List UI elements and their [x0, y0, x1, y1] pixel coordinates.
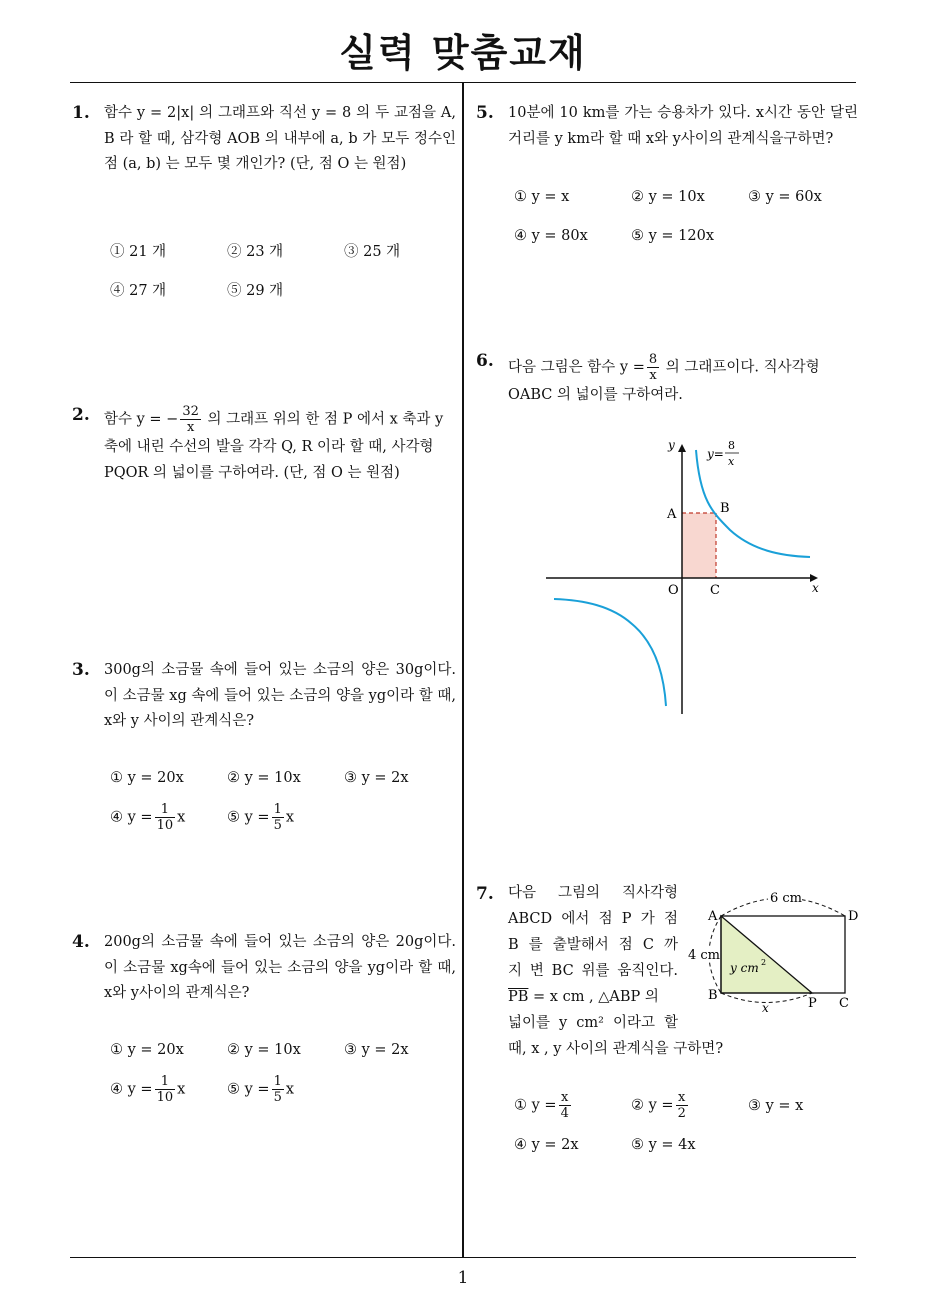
page-number: 1	[457, 1268, 469, 1288]
choice-4[interactable]: ④ y = 80x	[514, 228, 588, 244]
choice-2[interactable]: ② y = 10x	[631, 189, 705, 205]
choice-5[interactable]: ⑤ 29 개	[227, 283, 284, 299]
choice-4[interactable]: ④ y = 2x	[514, 1137, 579, 1153]
fraction	[676, 1090, 688, 1121]
fraction-numerator: x	[559, 1090, 571, 1106]
choice-2[interactable]: ② 23 개	[227, 244, 284, 260]
triangle-ABP	[721, 916, 812, 993]
variable: x	[285, 809, 295, 826]
top-length-label: 6 cm	[770, 891, 803, 906]
point-A-label: A	[708, 909, 718, 924]
fraction-numerator: 32	[182, 404, 199, 419]
choice-2[interactable]: ② y = 10x	[227, 1042, 301, 1058]
bottom-variable-label: x	[762, 1001, 769, 1015]
choice-prefix: ④ y =	[110, 1081, 153, 1098]
choice-prefix: ④ y =	[110, 809, 153, 826]
choice-prefix: ⑤ y =	[227, 1081, 270, 1098]
question-number: 4.	[72, 932, 90, 952]
question-text-line-4: 지 변 BC 위를 움직인다.	[508, 963, 678, 979]
page-title: 실력 맞춤교재	[339, 31, 587, 75]
question-text-line-5-rest: = x cm , △ABP 의	[533, 989, 659, 1005]
fraction-denominator: 10	[156, 818, 174, 833]
choice-3[interactable]: ③ y = 2x	[344, 770, 409, 786]
variable: x	[177, 809, 186, 826]
fraction-numerator: 1	[155, 802, 176, 818]
question-text-line-6: 넓이를 y cm² 이라고 할	[508, 1015, 678, 1031]
function-label: y=	[707, 447, 724, 461]
choice-1[interactable]	[514, 1090, 573, 1121]
point-C-label: C	[839, 996, 849, 1011]
fraction-denominator: 2	[677, 1106, 686, 1121]
choice-prefix: ② y =	[631, 1097, 674, 1114]
choice-3[interactable]: ③ y = 2x	[344, 1042, 409, 1058]
side-length-label: 4 cm	[688, 948, 721, 963]
fraction	[559, 1090, 571, 1121]
fraction-denominator: 5	[273, 818, 282, 833]
fraction-numerator: 8	[648, 352, 658, 367]
point-D-label: D	[848, 909, 859, 924]
choice-3[interactable]: ③ y = 60x	[748, 189, 822, 205]
fraction-denominator: x	[649, 368, 657, 383]
question-text: 10분에 10 km를 가는 승용차가 있다. x시간 동안 달린 거리를 y km라 할 때 x와 y사이의 관계식을구하면?	[508, 105, 858, 147]
function-label-denominator: x	[728, 455, 735, 468]
choice-1[interactable]: ① y = 20x	[110, 1042, 184, 1058]
question-text-line-1: 다음 그림의 직사각형	[508, 885, 678, 901]
question-number: 2.	[72, 405, 90, 425]
question-text: 200g의 소금물 속에 들어 있는 소금의 양은 20g이다. 이 소금물 xg속에 들어 있는 소금의 양을 yg이라 할 때, x와 y사이의 관계식은?	[104, 934, 456, 1001]
choice-3[interactable]: ③ y = x	[748, 1098, 804, 1114]
question-text-line-3: B 를 출발해서 점 C 까	[508, 937, 678, 953]
choice-1[interactable]: ① y = 20x	[110, 770, 184, 786]
fraction-numerator: 1	[155, 1074, 176, 1090]
origin-label: O	[668, 583, 679, 598]
question-number: 6.	[476, 351, 494, 371]
fraction-denominator: x	[186, 420, 195, 435]
choice-prefix: ⑤ y =	[227, 809, 270, 826]
question-text-lead: 다음 그림은 함수	[508, 359, 616, 376]
question-text-line-7: 때, x , y 사이의 관계식을 구하면?	[508, 1041, 724, 1057]
fraction-numerator: 1	[273, 802, 282, 817]
point-C-label: C	[710, 583, 720, 598]
variable: x	[285, 1081, 295, 1098]
choice-4[interactable]: ④ 27 개	[110, 283, 167, 299]
point-B-label: B	[708, 988, 718, 1003]
choice-1[interactable]: ① y = x	[514, 189, 570, 205]
y-axis-label: y	[668, 438, 675, 452]
question-number: 5.	[476, 103, 494, 123]
choice-2[interactable]	[631, 1090, 690, 1121]
variable: x	[177, 1081, 186, 1098]
choice-5[interactable]: ⑤ y = 120x	[631, 228, 715, 244]
fraction-numerator: 1	[273, 1074, 282, 1089]
question-text: 300g의 소금물 속에 들어 있는 소금의 양은 30g이다. 이 소금물 xg 속에 들어 있는 소금의 양을 yg이라 할 때, x와 y 사이의 관계식은?	[104, 662, 456, 729]
question-text-line-2: ABCD 에서 점 P 가 점	[508, 911, 678, 927]
fraction-denominator: 4	[560, 1106, 569, 1121]
area-label: y cm	[730, 961, 759, 975]
question-number: 3.	[72, 660, 90, 680]
equation-lhs: y =	[619, 359, 645, 376]
question-text-lead: 함수	[104, 411, 133, 428]
function-label-numerator: 8	[728, 439, 735, 452]
segment-PB: $\overline{PB}$	[508, 989, 529, 1005]
question-number: 1.	[72, 103, 90, 123]
area-label-exponent: 2	[761, 958, 767, 967]
choice-3[interactable]: ③ 25 개	[344, 244, 401, 260]
question-text-rest: 의 그래프 위의 한 점 P 에서 x 축과 y 축에 내린 수선의 발을 각각 Q, R 이라 할 때, 사각형 PQOR 의 넓이를 구하여라. (단, 점 O 는 원점)	[104, 411, 444, 481]
choice-2[interactable]: ② y = 10x	[227, 770, 301, 786]
choice-prefix: ① y =	[514, 1097, 557, 1114]
question-text-rest: 의 그래프이다. 직사각형 OABC 의 넓이를 구하여라.	[508, 359, 820, 403]
question-text: 함수 y = 2|x| 의 그래프와 직선 y = 8 의 두 교점을 A, B 라 할 때, 삼각형 AOB 의 내부에 a, b 가 모두 정수인 점 (a, b) 는 모두 몇 개인가? (단, 점 O 는 원점)	[104, 105, 456, 172]
fraction-denominator: 10	[156, 1090, 174, 1105]
point-B-label: B	[720, 501, 730, 516]
fraction-denominator: 5	[273, 1090, 282, 1105]
point-A-label: A	[667, 507, 677, 522]
x-axis-label: x	[812, 581, 819, 595]
choice-1[interactable]: ① 21 개	[110, 244, 167, 260]
equation-lhs: y = −	[136, 411, 179, 428]
fraction-numerator: x	[676, 1090, 688, 1106]
question-number: 7.	[476, 884, 494, 904]
point-P-label: P	[808, 996, 817, 1011]
choice-5[interactable]: ⑤ y = 4x	[631, 1137, 696, 1153]
